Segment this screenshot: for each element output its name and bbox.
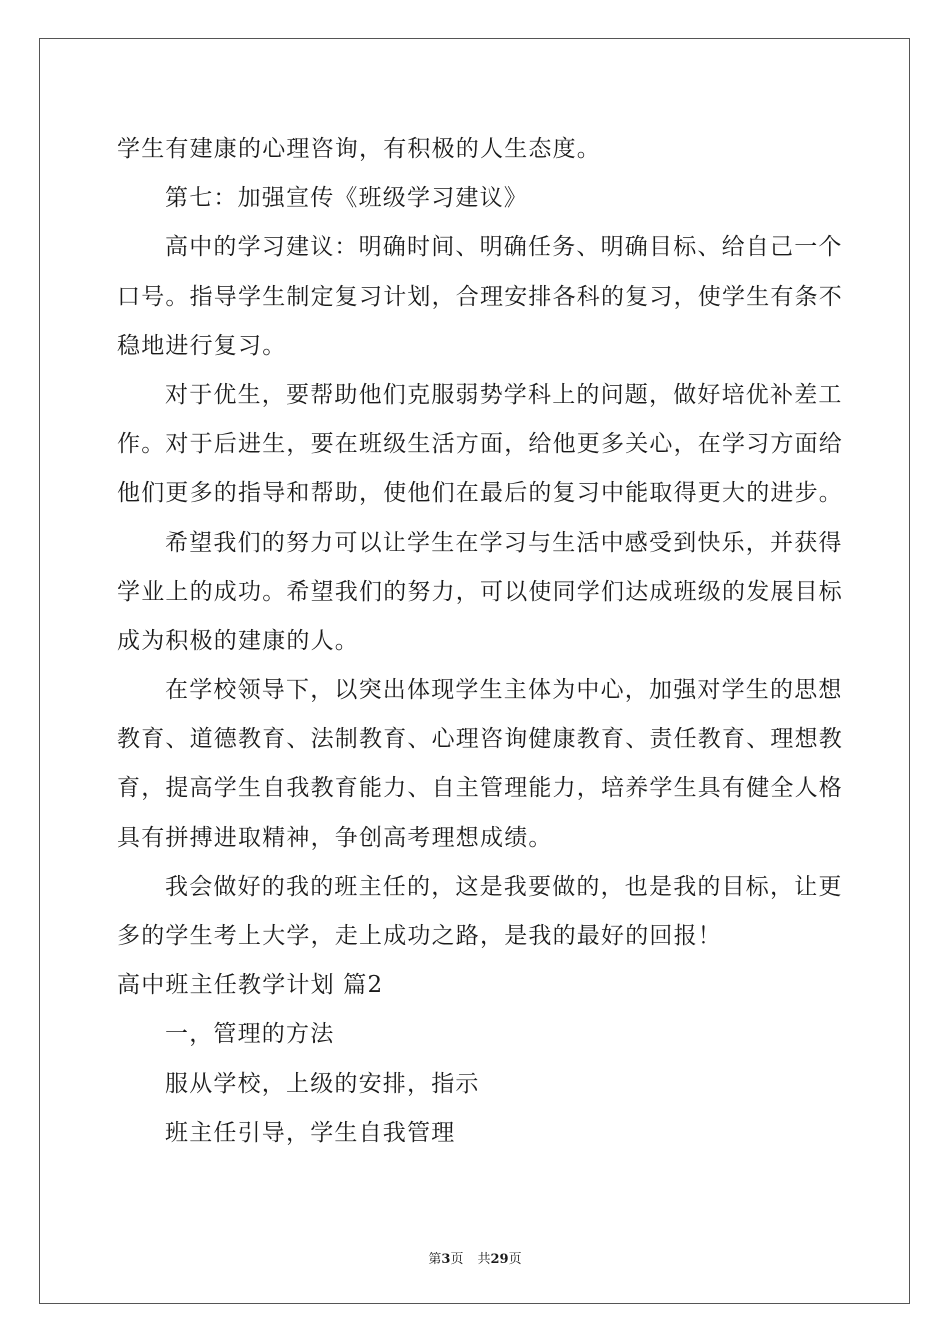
paragraph-line: 他们更多的指导和帮助，使他们在最后的复习中能取得更大的进步。 <box>117 480 843 507</box>
section-heading: 一，管理的方法 <box>165 1021 335 1048</box>
paragraph-line: 口号。指导学生制定复习计划，合理安排各科的复习，使学生有条不 <box>117 283 843 310</box>
page-prefix: 第 <box>428 1252 442 1267</box>
document-title: 高中班主任教学计划 篇2 <box>117 972 384 999</box>
total-pages: 29 <box>490 1252 509 1267</box>
paragraph-line: 多的学生考上大学，走上成功之路，是我的最好的回报！ <box>117 923 722 949</box>
paragraph-line: 班主任引导，学生自我管理 <box>165 1119 456 1146</box>
page-number: 3 <box>441 1252 451 1267</box>
paragraph-line: 育，提高学生自我教育能力、自主管理能力，培养学生具有健全人格 <box>117 775 843 802</box>
section-heading: 第七：加强宣传《班级学习建议》 <box>165 185 528 212</box>
page-suffix: 页 <box>450 1252 464 1267</box>
paragraph-line: 教育、道德教育、法制教育、心理咨询健康教育、责任教育、理想教 <box>117 726 843 753</box>
paragraph-line: 对于优生，要帮助他们克服弱势学科上的问题，做好培优补差工 <box>165 381 843 408</box>
paragraph-line: 我会做好的我的班主任的，这是我要做的，也是我的目标，让更 <box>165 873 843 900</box>
paragraph-line: 高中的学习建议：明确时间、明确任务、明确目标、给自己一个 <box>165 234 843 261</box>
paragraph-line: 学生有建康的心理咨询，有积极的人生态度。 <box>117 136 601 162</box>
paragraph-line: 成为积极的建康的人。 <box>117 627 359 654</box>
paragraph-line: 在学校领导下，以突出体现学生主体为中心，加强对学生的思想 <box>165 677 843 704</box>
paragraph-line: 学业上的成功。希望我们的努力，可以使同学们达成班级的发展目标 <box>117 578 843 605</box>
page-footer <box>0 1248 950 1267</box>
paragraph-line: 作。对于后进生，要在班级生活方面，给他更多关心，在学习方面给 <box>117 431 843 458</box>
paragraph-line: 服从学校，上级的安排，指示 <box>165 1070 480 1097</box>
paragraph-line: 具有拼搏进取精神，争创高考理想成绩。 <box>117 824 553 851</box>
paragraph-line: 希望我们的努力可以让学生在学习与生活中感受到快乐，并获得 <box>165 529 843 556</box>
document-body <box>117 125 843 1158</box>
total-suffix: 页 <box>508 1252 522 1267</box>
paragraph-line: 稳地进行复习。 <box>117 332 287 359</box>
total-prefix: 共 <box>477 1252 491 1267</box>
